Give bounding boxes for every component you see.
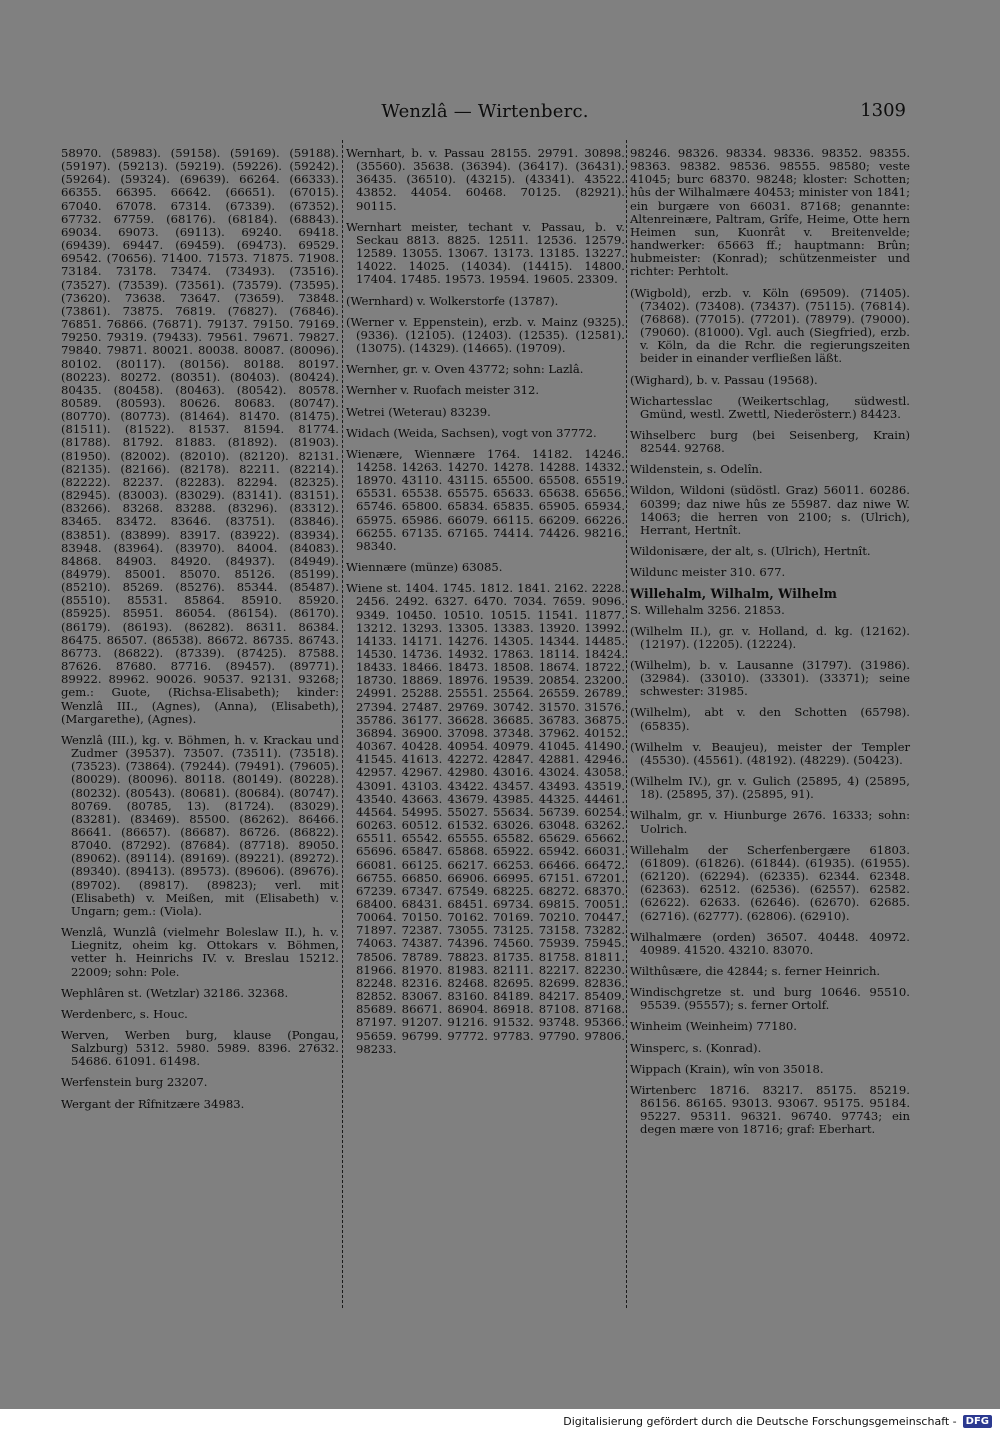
index-entry: Werven, Werben burg, klause (Pongau, Salzburg) 5312. 5980. 5989. 8396. 27632. 54686. 61091. 61498. — [61, 1028, 339, 1069]
index-entry: Wernhart, b. v. Passau 28155. 29791. 30898. (35560). 35638. (36394). (36417). (36431). 36435. (36510). (43215). (43341). 43522. 43852. 44054. 60468. 70125. (82921). 90115. — [346, 146, 625, 213]
index-entry: (Wighard), b. v. Passau (19568). — [630, 372, 818, 387]
index-entry: Wippach (Krain), wîn von 35018. — [630, 1061, 824, 1076]
index-entry: S. Willehalm 3256. 21853. — [630, 602, 785, 617]
index-entry: Wildenstein, s. Odelîn. — [630, 462, 763, 477]
index-entry: Willehalm der Scherfenbergære 61803. (61809). (61826). (61844). (61935). (61955). (62120). (62294). (62335). 62344. 62348. (62363). 62512. (62536). (62557). 62582. (62622). 62633. (62646). (62670). 62685. (62716). (62777). (62806). (62910). — [630, 842, 910, 923]
index-entry: Wiennære (münze) 63085. — [346, 560, 503, 575]
index-entry: (Werner v. Eppenstein), erzb. v. Mainz (9325). (9336). (12105). (12403). (12535). (12581). (13075). (14329). (14665). (19709). — [346, 314, 625, 356]
index-entry: Wirtenberc 18716. 83217. 85175. 85219. 86156. 86165. 93013. 93067. 95175. 95184. 95227. 95311. 96321. 96740. 97743; ein degen mære von 18716; graf: Eberhart. — [630, 1082, 910, 1137]
footer-credit — [563, 1415, 992, 1428]
index-entry: (Wilhelm IV.), gr. v. Gulich (25895, 4) (25895, 18). (25895, 37). (25895, 91). — [630, 774, 910, 802]
index-entry: Wienære, Wiennære 1764. 14182. 14246. 14258. 14263. 14270. 14278. 14288. 14332. 18970. 43110. 43115. 65500. 65508. 65519. 65531. 65538. 65575. 65633. 65638. 65656. 65746. 65800. 65834. 65835. 65905. 65934. 65975. 65986. 66079. 66115. 66209. 66226. 66255. 67135. 67165. 74414. 74426. 98216. 98340. — [346, 446, 625, 553]
index-entry: Wenzlâ (III.), kg. v. Böhmen, h. v. Krackau und Zudmer (39537). 73507. (73511). (73518). (73523). (73864). (79244). (79491). (79605). (80029). (80096). 80118. (80149). (80228). (80232). (80543). (80681). (80684). (80747). 80769. (80785, 13). (81724). (83029). (83281). (83469). 85500. (86262). 86466. 86641. (86657). (86687). 86726. (86822). 87040. (87292). (87684). (87718). 89050. (89062). (89114). (89169). (89221). (89272). (89340). (89413). (89573). (89606). (89676). (89702). (89817). (89823); verl. mit (Elisabeth) v. Meißen, mit (Elisabeth) v. Ungarn; gem.: (Viola). — [61, 732, 339, 918]
running-header: Wenzlâ — Wirtenberc. — [381, 101, 589, 122]
index-entry: Wichartesslac (Weikertschlag, südwestl. Gmünd, westl. Zwettl, Niederösterr.) 84423. — [630, 393, 910, 421]
index-entry: Wernhart meister, techant v. Passau, b. v. Seckau 8813. 8825. 12511. 12536. 12579. 12589. 13055. 13067. 13173. 13185. 13227. 14022. 14025. (14034). (14415). 14800. 17404. 17485. 19573. 19594. 19605. 23309. — [346, 219, 625, 287]
index-entry: 98246. 98326. 98334. 98336. 98352. 98355. 98363. 98382. 98536. 98555. 98580; veste 41045; burc 68370. 98248; kloster: Schotten; hûs der Wilhalmære 40453; minister von 1841; ein burgære von 66031. 87168; genannte: Altenreinære, Paltram, Grîfe, Heime, Otte hern Heimen sun, Kuonrât v. Breitenvelde; handwerker: 65663 ff.; hauptmann: Brûn; hubmeister: (Konrad); schützenmeister und richter: Perhtolt. — [630, 146, 910, 279]
index-entry: Wernher v. Ruofach meister 312. — [346, 383, 540, 398]
index-entry: Winheim (Weinheim) 77180. — [630, 1019, 797, 1034]
index-column-1 — [61, 147, 339, 1119]
index-entry: Wergant der Rîfnitzære 34983. — [61, 1096, 245, 1111]
index-entry: (Wernhard) v. Wolkerstorfe (13787). — [346, 293, 559, 308]
index-entry: Wenzlâ, Wunzlâ (vielmehr Boleslaw II.), h. v. Liegnitz, oheim kg. Ottokars v. Böhmen, vetter h. Heinrichs IV. v. Breslau 15212. 22009; sohn: Pole. — [61, 925, 339, 979]
index-entry: Werfenstein burg 23207. — [61, 1075, 208, 1090]
index-entry: Wetrei (Weterau) 83239. — [346, 404, 491, 419]
column-divider — [342, 140, 344, 1308]
column-divider — [626, 140, 628, 1308]
index-entry: Wihselberc burg (bei Seisenberg, Krain) 82544. 92768. — [630, 427, 910, 456]
index-entry: Wiene st. 1404. 1745. 1812. 1841. 2162. 2228. 2456. 2492. 6327. 6470. 7034. 7659. 9096. 9349. 10450. 10510. 10515. 11541. 11877. 13212. 13293. 13305. 13383. 13920. 13992. 14133. 14171. 14276. 14305. 14344. 14485. 14530. 14736. 14932. 17863. 18114. 18424. 18433. 18466. 18473. 18508. 18674. 18722. 18730. 18869. 18976. 19539. 20854. 23200. 24991. 25288. 25551. 25564. 26559. 26789. 27394. 27487. 29769. 30742. 31570. 31576. 35786. 36177. 36628. 36685. 36783. 36875. 36894. 36900. 37098. 37348. 37962. 40152. 40367. 40428. 40954. 40979. 41045. 41490. 41545. 41613. 42272. 42847. 42881. 42946. 42957. 42967. 42980. 43016. 43024. 43058. 43091. 43103. 43422. 43457. 43493. 43519. 43540. 43663. 43679. 43985. 44325. 44461. 44564. 54995. 55027. 55634. 56739. 60254. 60263. 60512. 61532. 63026. 63048. 63262. 65511. 65542. 65555. 65582. 65629. 65662. 65696. 65847. 65868. 65922. 65942. 66031. 66081. 66125. 66217. 66253. 66466. 66472. 66755. 66850. 66906. 66995. 67151. 67201. 67239. 67347. 67549. 68225. 68272. 68370. 68400. 68431. 68451. 69734. 69815. 70051. 70064. 70150. 70162. 70169. 70210. 70447. 71897. 72387. 73055. 73125. 73158. 73282. 74063. 74387. 74396. 74560. 75939. 75945. 78506. 78789. 78823. 81735. 81758. 81811. 81966. 81970. 81983. 82111. 82217. 82230. 82248. 82316. 82468. 82695. 82699. 82836. 82852. 83067. 83160. 84189. 84217. 85409. 85689. 86671. 86904. 86918. 87108. 87168. 87197. 91207. 91216. 91532. 93748. 95366. 95659. 96799. 97772. 97783. 97790. 97806. 98233. — [346, 581, 625, 1056]
footer-text: Digitalisierung gefördert durch die Deutsche Forschungsgemeinschaft - — [563, 1415, 957, 1428]
index-entry: Wildonisære, der alt, s. (Ulrich), Hertnît. — [630, 544, 871, 559]
index-entry: Wilhalm, gr. v. Hiunburge 2676. 16333; sohn: Uolrich. — [630, 808, 910, 836]
page-number: 1309 — [860, 100, 906, 121]
index-entry: Werdenberc, s. Houc. — [61, 1006, 188, 1021]
index-entry: (Wilhelm), b. v. Lausanne (31797). (31986). (32984). (33010). (33301). (33371); seine schwester: 31985. — [630, 658, 910, 699]
dfg-logo-icon: DFG — [963, 1415, 992, 1428]
index-entry: (Wilhelm v. Beaujeu), meister der Templer (45530). (45561). (48192). (48229). (50423). — [630, 739, 910, 767]
index-entry: Widach (Weida, Sachsen), vogt von 37772. — [346, 425, 597, 440]
index-column-2 — [346, 147, 625, 1064]
index-entry: Wilhalmære (orden) 36507. 40448. 40972. 40989. 41520. 43210. 83070. — [630, 929, 910, 957]
index-entry: Wernher, gr. v. Oven 43772; sohn: Lazlâ. — [346, 362, 584, 377]
index-entry: (Wigbold), erzb. v. Köln (69509). (71405). (73402). (73408). (73437). (75115). (76814). (76868). (77015). (77201). (78979). (79000). (79060). (81000). Vgl. auch (Siegfried), erzb. v. Köln, da die Rchr. die regierungszeiten beider in einander verfließen läßt. — [630, 285, 910, 366]
index-entry: Wilthûsære, die 42844; s. ferner Heinrich. — [630, 963, 881, 978]
index-entry: Winsperc, s. (Konrad). — [630, 1040, 762, 1055]
index-column-3 — [630, 147, 910, 1145]
index-entry: (Wilhelm II.), gr. v. Holland, d. kg. (12162). (12197). (12205). (12224). — [630, 623, 910, 651]
index-entry: 58970. (58983). (59158). (59169). (59188). (59197). (59213). (59219). (59226). (59242). (59264). (59324). (69639). 66264. (66333). 66355. 66395. 66642. (66651). (67015). 67040. 67078. 67314. (67339). (67352). 67732. 67759. (68176). (68184). (68843). 69034. 69073. (69113). 69240. 69418. (69439). 69447. (69459). (69473). 69529. 69542. (70656). 71400. 71573. 71875. 71908. 73184. 73178. 73474. (73493). (73516). (73527). (73539). (73561). (73579). (73595). (73620). 73638. 73647. (73659). 73848. (73861). 73875. 76819. (76827). (76846). 76851. 76866. (76871). 79137. 79150. 79169. 79250. 79319. (79433). 79561. 79671. 79827. 79840. 79871. 80021. 80038. 80087. (80096). 80102. (80117). (80156). 80188. 80197. (80223). 80272. (80351). (80403). (80424). 80435. (80458). (80463). (80542). 80578. 80589. (80593). 80626. 80683. (80747). (80770). (80773). (81464). 81470. (81475). (81511). (81522). 81537. 81594. 81774. (81788). 81792. 81883. (81892). (81903). (81950). (82002). (82010). (82120). 82131. (82135). (82166). (82178). 82211. (82214). (82222). 82237. (82283). 82294. (82325). (82945). (83003). (83029). (83141). (83151). (83266). 83268. 83288. (83296). (83312). 83465. 83472. 83646. (83751). (83846). (83851). (83899). 83917. (83922). (83934). 83948. (83964). (83970). 84004. (84083). 84868. 84903. 84920. (84937). (84949). (84979). 85001. 85070. 85126. (85199). (85210). 85269. (85276). 85344. (85487). (85510). 85531. 85864. 85910. 85920. (85925). 85951. 86054. (86154). (86170). (86179). (86193). (86282). 86311. 86384. 86475. 86507. (86538). 86672. 86735. 86743. 86773. (86822). (87339). (87425). 87588. 87626. 87680. 87716. (89457). (89771). 89922. 89962. 90026. 90537. 92131. 93268; gem.: Guote, (Richsa-Elisabeth); kinder: Wenzlâ III., (Agnes), (Anna), (Elisabeth), (Margarethe), (Agnes). — [61, 146, 339, 726]
index-entry: Wephlâren st. (Wetzlar) 32186. 32368. — [61, 985, 289, 1000]
index-entry: Wildon, Wildoni (südöstl. Graz) 56011. 60286. 60399; daz niwe hûs ze 55987. daz niwe W. 14063; die herren von 2100; s. (Ulrich), Herrant, Hertnît. — [630, 483, 910, 537]
section-heading: Willehalm, Wilhalm, Wilhelm — [630, 586, 837, 602]
index-entry: Wildunc meister 310. 677. — [630, 565, 786, 580]
index-entry: (Wilhelm), abt v. den Schotten (65798). (65835). — [630, 705, 910, 733]
index-entry: Windischgretze st. und burg 10646. 95510. 95539. (95557); s. ferner Ortolf. — [630, 985, 910, 1013]
